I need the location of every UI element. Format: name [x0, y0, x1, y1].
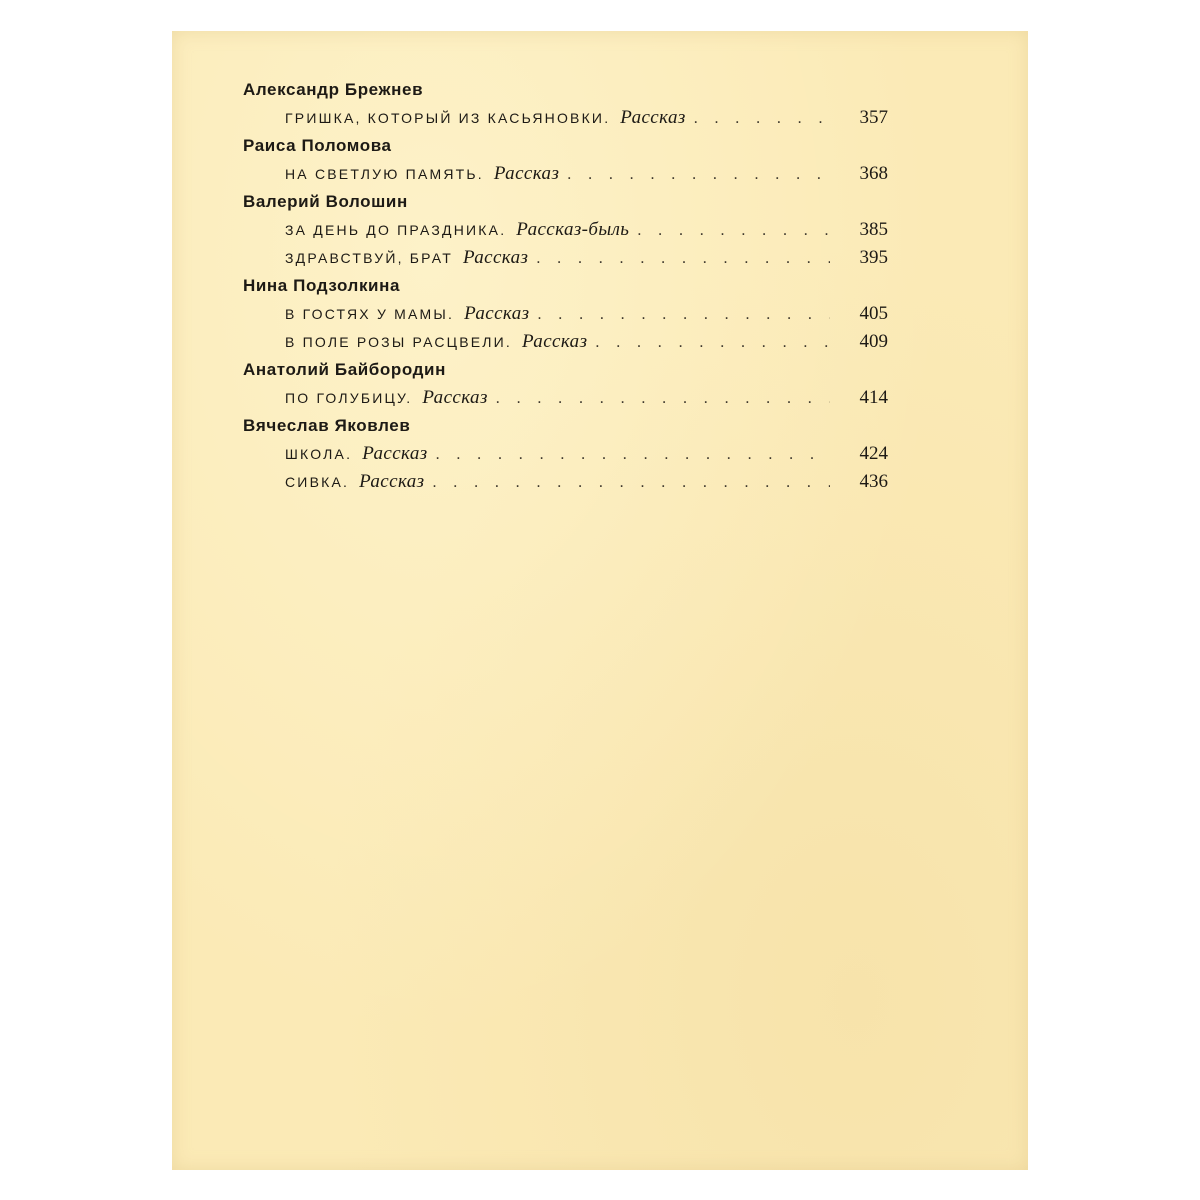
page-number: 436: [859, 471, 888, 492]
dot-leader: [536, 245, 830, 273]
story-genre: Рассказ: [422, 387, 488, 408]
story-title: ЗДРАВСТВУЙ, БРАТ: [285, 250, 453, 266]
toc-entry: [285, 160, 888, 188]
toc-entry: [285, 104, 888, 132]
page-number: 414: [859, 387, 888, 408]
toc-section: [243, 132, 888, 188]
story-genre: Рассказ: [620, 107, 686, 128]
author-name: Александр Брежнев: [243, 80, 424, 99]
story-genre: Рассказ: [362, 443, 428, 464]
story-title: ГРИШКА, КОТОРЫЙ ИЗ КАСЬЯНОВКИ.: [285, 110, 611, 126]
page-number: 368: [859, 163, 888, 184]
dot-leader: [432, 469, 830, 497]
toc-entry: [285, 216, 888, 244]
dot-leader: [496, 385, 830, 413]
dot-leader: [567, 161, 830, 189]
toc-entry: [285, 244, 888, 272]
story-title: В ПОЛЕ РОЗЫ РАСЦВЕЛИ.: [285, 334, 513, 350]
story-title: ШКОЛА.: [285, 446, 353, 462]
page-number: 357: [859, 107, 888, 128]
author-name: Вячеслав Яковлев: [243, 416, 411, 435]
page-number: 424: [859, 443, 888, 464]
toc-entry: [285, 328, 888, 356]
story-genre: Рассказ: [359, 471, 425, 492]
story-genre: Рассказ-быль: [516, 219, 630, 240]
toc-section: [243, 188, 888, 272]
story-genre: Рассказ: [493, 163, 560, 184]
toc-entry: [285, 440, 888, 468]
page-number: 409: [859, 331, 888, 352]
story-title: СИВКА.: [285, 474, 350, 490]
table-of-contents: [243, 76, 888, 496]
page-number: 395: [859, 247, 888, 268]
dot-leader: [595, 329, 830, 357]
story-title: ПО ГОЛУБИЦУ.: [285, 390, 413, 406]
dot-leader: [694, 105, 830, 133]
story-genre: Рассказ: [462, 247, 529, 268]
page-number: 405: [859, 303, 888, 324]
toc-section: [243, 272, 888, 356]
story-title: ЗА ДЕНЬ ДО ПРАЗДНИКА.: [285, 222, 507, 238]
toc-section: [243, 412, 888, 496]
toc-entry: [285, 300, 888, 328]
story-title: НА СВЕТЛУЮ ПАМЯТЬ.: [285, 166, 484, 182]
toc-section: [243, 356, 888, 412]
page-number: 385: [859, 219, 888, 240]
dot-leader: [637, 217, 830, 245]
toc-section: [243, 76, 888, 132]
dot-leader: [537, 301, 830, 329]
author-name: Валерий Волошин: [243, 192, 408, 211]
story-genre: Рассказ: [464, 303, 530, 324]
story-title: В ГОСТЯХ У МАМЫ.: [285, 306, 455, 322]
toc-entry: [285, 468, 888, 496]
book-page: [172, 31, 1028, 1170]
author-name: Нина Подзолкина: [243, 276, 401, 295]
author-name: Раиса Поломова: [243, 136, 392, 155]
dot-leader: [436, 441, 830, 469]
story-genre: Рассказ: [522, 331, 588, 352]
author-name: Анатолий Байбородин: [243, 360, 446, 379]
toc-entry: [285, 384, 888, 412]
